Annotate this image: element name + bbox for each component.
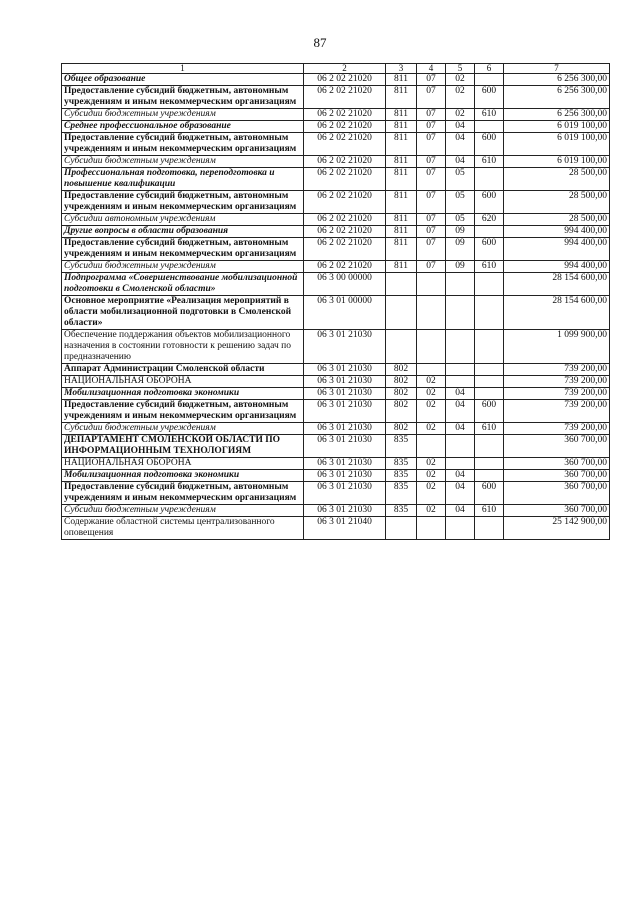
target-article-cell: 06 3 01 21030: [304, 423, 386, 435]
expense-type-cell: [475, 296, 504, 330]
row-name-cell: Обеспечение поддержания объектов мобилизационного назначения в состоянии готовности к решению задач по предназначению: [62, 330, 304, 364]
amount-cell: 994 400,00: [504, 261, 610, 273]
amount-cell: 6 256 300,00: [504, 74, 610, 86]
row-name-cell: Аппарат Администрации Смоленской области: [62, 364, 304, 376]
department-code-cell: 811: [386, 238, 417, 261]
subsection-code-cell: 04: [446, 121, 475, 133]
department-code-cell: 811: [386, 261, 417, 273]
row-name-cell: ДЕПАРТАМЕНТ СМОЛЕНСКОЙ ОБЛАСТИ ПО ИНФОРМАЦИОННЫМ ТЕХНОЛОГИЯМ: [62, 435, 304, 458]
expense-type-cell: [475, 517, 504, 540]
target-article-cell: 06 3 01 21030: [304, 400, 386, 423]
department-code-cell: 811: [386, 168, 417, 191]
target-article-cell: 06 2 02 21020: [304, 261, 386, 273]
row-name-cell: Содержание областной системы централизованного оповещения: [62, 517, 304, 540]
row-name-cell: Общее образование: [62, 74, 304, 86]
amount-cell: 6 256 300,00: [504, 109, 610, 121]
table-row: [62, 86, 610, 109]
expense-type-cell: 600: [475, 400, 504, 423]
row-name-cell: Субсидии бюджетным учреждениям: [62, 109, 304, 121]
table-row: [62, 168, 610, 191]
row-name-cell: Предоставление субсидий бюджетным, автономным учреждениям и иным некоммерческим организациям: [62, 400, 304, 423]
amount-cell: 360 700,00: [504, 470, 610, 482]
subsection-code-cell: 04: [446, 133, 475, 156]
amount-cell: 739 200,00: [504, 388, 610, 400]
target-article-cell: 06 3 01 21030: [304, 435, 386, 458]
table-row: [62, 121, 610, 133]
expense-type-cell: [475, 376, 504, 388]
target-article-cell: 06 2 02 21020: [304, 74, 386, 86]
column-header-5: 5: [446, 64, 475, 74]
department-code-cell: [386, 517, 417, 540]
department-code-cell: 835: [386, 505, 417, 517]
row-name-cell: Мобилизационная подготовка экономики: [62, 470, 304, 482]
section-code-cell: 02: [417, 388, 446, 400]
amount-cell: 28 500,00: [504, 214, 610, 226]
column-header-7: 7: [504, 64, 610, 74]
table-row: [62, 517, 610, 540]
row-name-cell: Основное мероприятие «Реализация мероприятий в области мобилизационной подготовки в Смоленской области»: [62, 296, 304, 330]
department-code-cell: 802: [386, 364, 417, 376]
department-code-cell: [386, 330, 417, 364]
amount-cell: 739 200,00: [504, 400, 610, 423]
target-article-cell: 06 3 01 21030: [304, 388, 386, 400]
table-row: [62, 376, 610, 388]
section-code-cell: [417, 364, 446, 376]
target-article-cell: 06 2 02 21020: [304, 226, 386, 238]
subsection-code-cell: 09: [446, 226, 475, 238]
amount-cell: 994 400,00: [504, 226, 610, 238]
expense-type-cell: [475, 168, 504, 191]
row-name-cell: НАЦИОНАЛЬНАЯ ОБОРОНА: [62, 458, 304, 470]
amount-cell: 360 700,00: [504, 458, 610, 470]
section-code-cell: 07: [417, 226, 446, 238]
section-code-cell: [417, 517, 446, 540]
subsection-code-cell: [446, 296, 475, 330]
department-code-cell: 802: [386, 388, 417, 400]
department-code-cell: 811: [386, 214, 417, 226]
row-name-cell: Предоставление субсидий бюджетным, автономным учреждениям и иным некоммерческим организациям: [62, 482, 304, 505]
section-code-cell: [417, 330, 446, 364]
table-row: [62, 505, 610, 517]
table-row: [62, 226, 610, 238]
subsection-code-cell: 09: [446, 261, 475, 273]
row-name-cell: Подпрограмма «Совершенствование мобилизационной подготовки в Смоленской области»: [62, 273, 304, 296]
amount-cell: 1 099 900,00: [504, 330, 610, 364]
subsection-code-cell: [446, 364, 475, 376]
section-code-cell: 07: [417, 191, 446, 214]
section-code-cell: 07: [417, 109, 446, 121]
section-code-cell: 07: [417, 261, 446, 273]
amount-cell: 6 256 300,00: [504, 86, 610, 109]
amount-cell: 360 700,00: [504, 435, 610, 458]
target-article-cell: 06 3 01 21030: [304, 470, 386, 482]
column-header-6: 6: [475, 64, 504, 74]
subsection-code-cell: [446, 458, 475, 470]
subsection-code-cell: 09: [446, 238, 475, 261]
section-code-cell: [417, 296, 446, 330]
row-name-cell: Субсидии бюджетным учреждениям: [62, 423, 304, 435]
table-body: [62, 64, 610, 540]
header-row: [62, 64, 610, 74]
table-row: [62, 458, 610, 470]
amount-cell: 739 200,00: [504, 364, 610, 376]
expense-type-cell: [475, 364, 504, 376]
subsection-code-cell: [446, 517, 475, 540]
column-header-1: 1: [62, 64, 304, 74]
amount-cell: 6 019 100,00: [504, 121, 610, 133]
subsection-code-cell: 04: [446, 400, 475, 423]
expense-type-cell: [475, 121, 504, 133]
page-number: 87: [313, 35, 327, 50]
department-code-cell: [386, 296, 417, 330]
target-article-cell: 06 2 02 21020: [304, 109, 386, 121]
target-article-cell: 06 3 01 21030: [304, 458, 386, 470]
target-article-cell: 06 2 02 21020: [304, 191, 386, 214]
section-code-cell: [417, 273, 446, 296]
department-code-cell: 811: [386, 109, 417, 121]
section-code-cell: 07: [417, 133, 446, 156]
row-name-cell: Предоставление субсидий бюджетным, автономным учреждениям и иным некоммерческим организациям: [62, 133, 304, 156]
section-code-cell: 07: [417, 121, 446, 133]
section-code-cell: 02: [417, 376, 446, 388]
table-row: [62, 482, 610, 505]
table-row: [62, 388, 610, 400]
amount-cell: 6 019 100,00: [504, 156, 610, 168]
table-row: [62, 74, 610, 86]
section-code-cell: 02: [417, 400, 446, 423]
expense-type-cell: 610: [475, 109, 504, 121]
table-row: [62, 364, 610, 376]
row-name-cell: Среднее профессиональное образование: [62, 121, 304, 133]
table-row: [62, 330, 610, 364]
table-row: [62, 470, 610, 482]
expense-type-cell: 610: [475, 505, 504, 517]
expense-type-cell: [475, 470, 504, 482]
target-article-cell: 06 2 02 21020: [304, 156, 386, 168]
target-article-cell: 06 2 02 21020: [304, 214, 386, 226]
table-row: [62, 214, 610, 226]
subsection-code-cell: 04: [446, 482, 475, 505]
expense-type-cell: 610: [475, 423, 504, 435]
subsection-code-cell: 02: [446, 86, 475, 109]
target-article-cell: 06 3 01 00000: [304, 296, 386, 330]
column-header-2: 2: [304, 64, 386, 74]
expense-type-cell: 600: [475, 133, 504, 156]
department-code-cell: 811: [386, 156, 417, 168]
row-name-cell: Предоставление субсидий бюджетным, автономным учреждениям и иным некоммерческим организациям: [62, 191, 304, 214]
table-row: [62, 191, 610, 214]
column-header-4: 4: [417, 64, 446, 74]
expense-type-cell: [475, 435, 504, 458]
row-name-cell: Субсидии бюджетным учреждениям: [62, 156, 304, 168]
department-code-cell: 802: [386, 376, 417, 388]
expense-type-cell: [475, 388, 504, 400]
expense-type-cell: [475, 273, 504, 296]
expense-type-cell: [475, 74, 504, 86]
subsection-code-cell: 02: [446, 109, 475, 121]
expense-type-cell: 610: [475, 156, 504, 168]
amount-cell: 28 500,00: [504, 191, 610, 214]
section-code-cell: 02: [417, 505, 446, 517]
subsection-code-cell: 05: [446, 191, 475, 214]
section-code-cell: 02: [417, 482, 446, 505]
subsection-code-cell: 04: [446, 423, 475, 435]
amount-cell: 994 400,00: [504, 238, 610, 261]
section-code-cell: 07: [417, 214, 446, 226]
section-code-cell: 07: [417, 156, 446, 168]
expense-type-cell: [475, 330, 504, 364]
amount-cell: 25 142 900,00: [504, 517, 610, 540]
amount-cell: 739 200,00: [504, 423, 610, 435]
subsection-code-cell: 05: [446, 214, 475, 226]
subsection-code-cell: 05: [446, 168, 475, 191]
table-row: [62, 296, 610, 330]
table-row: [62, 133, 610, 156]
expense-type-cell: 620: [475, 214, 504, 226]
expense-type-cell: 600: [475, 191, 504, 214]
row-name-cell: Субсидии бюджетным учреждениям: [62, 505, 304, 517]
amount-cell: 739 200,00: [504, 376, 610, 388]
section-code-cell: 02: [417, 423, 446, 435]
subsection-code-cell: [446, 330, 475, 364]
expense-type-cell: 600: [475, 86, 504, 109]
section-code-cell: 07: [417, 238, 446, 261]
target-article-cell: 06 3 01 21030: [304, 330, 386, 364]
section-code-cell: 07: [417, 168, 446, 191]
target-article-cell: 06 3 01 21030: [304, 364, 386, 376]
target-article-cell: 06 2 02 21020: [304, 168, 386, 191]
target-article-cell: 06 2 02 21020: [304, 86, 386, 109]
subsection-code-cell: 04: [446, 470, 475, 482]
row-name-cell: Другие вопросы в области образования: [62, 226, 304, 238]
target-article-cell: 06 2 02 21020: [304, 238, 386, 261]
expense-type-cell: 600: [475, 238, 504, 261]
amount-cell: 28 154 600,00: [504, 296, 610, 330]
row-name-cell: Мобилизационная подготовка экономики: [62, 388, 304, 400]
table-row: [62, 261, 610, 273]
target-article-cell: 06 3 00 00000: [304, 273, 386, 296]
subsection-code-cell: [446, 273, 475, 296]
subsection-code-cell: 02: [446, 74, 475, 86]
department-code-cell: 811: [386, 133, 417, 156]
row-name-cell: Предоставление субсидий бюджетным, автономным учреждениям и иным некоммерческим организациям: [62, 86, 304, 109]
target-article-cell: 06 3 01 21030: [304, 482, 386, 505]
target-article-cell: 06 3 01 21040: [304, 517, 386, 540]
expense-type-cell: [475, 226, 504, 238]
department-code-cell: 811: [386, 191, 417, 214]
department-code-cell: 835: [386, 482, 417, 505]
row-name-cell: Субсидии бюджетным учреждениям: [62, 261, 304, 273]
budget-table: [61, 63, 610, 540]
table-row: [62, 423, 610, 435]
section-code-cell: 07: [417, 74, 446, 86]
row-name-cell: НАЦИОНАЛЬНАЯ ОБОРОНА: [62, 376, 304, 388]
amount-cell: 28 154 600,00: [504, 273, 610, 296]
department-code-cell: 802: [386, 400, 417, 423]
section-code-cell: 02: [417, 458, 446, 470]
amount-cell: 28 500,00: [504, 168, 610, 191]
subsection-code-cell: 04: [446, 156, 475, 168]
expense-type-cell: 610: [475, 261, 504, 273]
department-code-cell: 811: [386, 226, 417, 238]
row-name-cell: Субсидии автономным учреждениям: [62, 214, 304, 226]
target-article-cell: 06 2 02 21020: [304, 121, 386, 133]
table-row: [62, 273, 610, 296]
target-article-cell: 06 3 01 21030: [304, 505, 386, 517]
subsection-code-cell: [446, 435, 475, 458]
target-article-cell: 06 3 01 21030: [304, 376, 386, 388]
section-code-cell: 07: [417, 86, 446, 109]
expense-type-cell: 600: [475, 482, 504, 505]
table-row: [62, 400, 610, 423]
row-name-cell: Профессиональная подготовка, переподготовка и повышение квалификации: [62, 168, 304, 191]
subsection-code-cell: 04: [446, 505, 475, 517]
subsection-code-cell: 04: [446, 388, 475, 400]
table-row: [62, 156, 610, 168]
amount-cell: 6 019 100,00: [504, 133, 610, 156]
column-header-3: 3: [386, 64, 417, 74]
table-row: [62, 238, 610, 261]
department-code-cell: 835: [386, 470, 417, 482]
row-name-cell: Предоставление субсидий бюджетным, автономным учреждениям и иным некоммерческим организациям: [62, 238, 304, 261]
amount-cell: 360 700,00: [504, 505, 610, 517]
department-code-cell: 811: [386, 121, 417, 133]
target-article-cell: 06 2 02 21020: [304, 133, 386, 156]
section-code-cell: 02: [417, 470, 446, 482]
department-code-cell: 811: [386, 74, 417, 86]
expense-type-cell: [475, 458, 504, 470]
subsection-code-cell: [446, 376, 475, 388]
department-code-cell: 835: [386, 458, 417, 470]
department-code-cell: 811: [386, 86, 417, 109]
department-code-cell: 835: [386, 435, 417, 458]
table-row: [62, 109, 610, 121]
section-code-cell: [417, 435, 446, 458]
department-code-cell: [386, 273, 417, 296]
amount-cell: 360 700,00: [504, 482, 610, 505]
department-code-cell: 802: [386, 423, 417, 435]
table-row: [62, 435, 610, 458]
